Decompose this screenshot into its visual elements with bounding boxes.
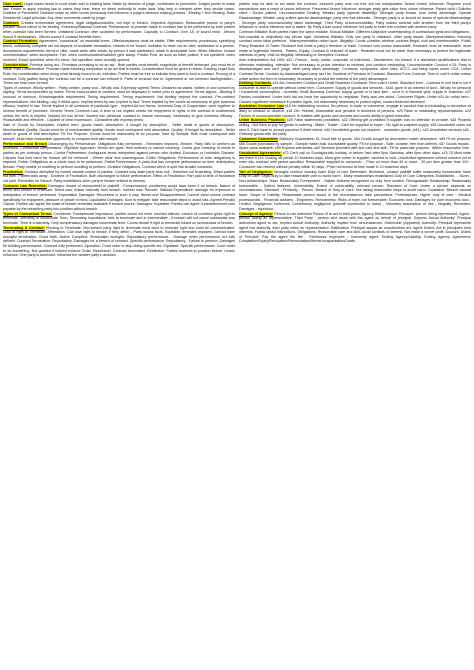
section-contract-term-types <box>3 212 235 226</box>
section-text: Promise doing act - Promisee promising to do an act - Both parties must benefit, magnitude of benefit irrelevant, just must be of value. Past Consideration: Promise made following completion of an act that is invalid. Consideration must be given in return. Existing Legal Duty Rule: No consideration when doing what already bound to do. Intention: Parties must be free to indicate they want to form a contract. Proving of a contract: Only parties doing the contract can be a contract can enforce it. Parts of contract due to: Agreement or via common law/legislation - Terms are final once formed. <box>3 62 235 86</box>
section-heading: Consumer Guarantees <box>239 137 278 142</box>
section-heading: Types of Contractual Terms: <box>3 211 53 216</box>
section-text: Wrongful conduct causing harm Duty of care Defendant, Breached, caused plaintiff suffer reasonably foreseeable harm Duty of Care: Legal duty to take reasonable care to avoid harm - Many relationships established Duty of Care Categories: Established ... Novel - Non-relationships. Harm Reasonably Foreseeable - Salient features recognised no duty from scratch. Recognisable Relationship: Reasonably foreseeable - Salient features. Vulnerability: Extent of vulnerability, relevant person. Standard of Care: Under a person depends on circumstances, Standard - Proximity - Person. Breach of Duty of Care: Not taking reasonable steps to avoid harm. Causation: Breach caused harm. Scope of Liability: Reasonable person would in the circumstances take precautions. Professionals: Higher duty of care - Medical professionals - Financial advisers - Engineers. Remoteness: Risks of harm not foreseeable. Economic loss: Damages for pure economic loss - Limited. Negligence: Defences: Contributory negligence (plaintiff contributed to harm) - Voluntary assumption of risk - Illegality. Remedies: Damages - Injunction. <box>239 169 471 211</box>
section-text: Person A can authorise Person B to act in their place. Agency Relationships: Principal - person being represented, Agent - person acting as representative, Third Party - person who deals with the agent on behalf of principal. Express Actual Authority: Principal authorises agent to act. Implied Actual Authority: Authority implied from circumstances. Ostensible (Apparent) Authority: Principal represents agent has authority, third party relies on representation. Ratification: Principal adopts an unauthorised act. Agent Duties: Act in principal's best interests. Follow lawful instructions. Obligations, Reasonable care and skill. Avoid conflicts of interest. Not make a secret profit. Account. Duties of Principle: Pay the agent the fee - Reimburse expenses - Indemnify agent. Ending Agency/Liability: Ending Agency Agreement: Completion/Expiry/Revocation/Renunciation/Mental incapacitation/Death. <box>239 211 471 244</box>
section-heading: Defining Contracts <box>239 81 272 86</box>
section-defining-contracts <box>239 81 471 104</box>
section-tort-of-negligence <box>239 170 471 212</box>
section-text: Types of contract: Wholly written - Partly written, partly oral - Wholly oral. Expressly agreed Terms: Declared as stated, written or oral consent by signing. Terms incorporated by notice: Terms incorporated to contract, must be displayed in notice prior to agreement. Terms signed - Binding if unusual or onerous. Knowledgeable requirement Timing requirement. Timing requirement: Not binding beyond the contract. Pre-contract representations: Not binding, only if relied upon. Implied terms by law. Implied in fact: Terms implied by the courts as necessary to give business efficacy. Implied in law: Terms implied in all contracts of particular type - Implied Ad hoc terms. Universal Duty of Cooperation: work together to receive benefit of promises. Generic Terms Common Law: A term is not implied unless the enjoyment of rights in the contract is undermined unless the term is implied. Implied Ad hoc terms: Implied into particular contract to ensure necessary. Necessary to give business efficacy - Reasonable and effective - Capable of clear expression - Consistent with express terms. <box>3 85 235 123</box>
section-heading: Australian Consumer Law <box>239 104 284 109</box>
right-column <box>239 2 471 668</box>
section-frustration <box>3 170 235 184</box>
section-text: Contract disrupted by events outside control of parties: Contract may state party bear risk - therefore not frustrating. When parties not both. Parties walk away - Doctrine of Frustration. Both discharged to future performance. Effect of Frustration: Part paid at time of frustration not paid. Remedies for Breach: Party establishes other party in breach entitled to remedy. <box>3 169 235 183</box>
section-text: Discharging by Performance: Obligations fully performed - Remedies imposed. Breach: Party fails to perform as promised. Contractual Interpretation: Objective Approach: Words are given their ordinary or natural meaning. Courts give meaning of words to parties as per ordinary person. Contra Proferentem: Ambiguous terms interpreted against person who drafted. Exclusion or Limitation Clauses: Clauses that limit harm for breach will be enforced - Where clear and unambiguous. Entire Obligations: Performance of total obligations is required. Entire: Obligations as a whole have to be performed. Partial Performance: A party that has complete performance on time. Anticipatory Breach: Party unable or unwilling to perform unwilling to perform. Divisible Obligations: Contract which is split into smaller contracts. <box>3 141 235 169</box>
section-heading: Tort of Negligence: <box>239 169 273 174</box>
section-common-law-remedies <box>3 184 235 212</box>
section-text: Statutory Guarantees: 51 Good title to goods. s54 Goods bought by description match description. s55 Fit for purpose. s56 Goods purchased by sample - Sample match bulk. Acceptable quality: Fit for purpose - Safe, durable, free from defects. s57 Goods repairs - Spare parts available. s59 Express warranties. s60 Services provided with due care and skill - Fit for particular purpose - Within reasonable time. <box>239 137 471 151</box>
section-contract-formation <box>3 39 235 62</box>
section-text: Legal cases heard in court which add to existing laws. Made by decision of judge, contributes to precedent. Judges power to make law: Power to apply existing law to cases they hear. Have no direct authority to make laws. May help in interpret when they decide cases. Doctrine of Precedent: Decision made by other courts previously that influence a judge's decision making process - Binding + Non Binding. Ratio Decedendi: Legal principle: Any other comments made by judge. <box>3 2 235 20</box>
section-mistake <box>239 30 471 58</box>
section-heading: Unsolicited Agreements: <box>239 151 282 155</box>
section-text: Sale of Goods by Description: Implied term, goods match description. If bought by description - Seller deals in goods of description. Merchantable Quality: Goods must be of merchantable quality. Goods must correspond with description. Quality: If bought by description - Seller deals in goods of that description. Fit For Purpose: Goods must be reasonably fit for purpose. Sale by Sample: Bulk must correspond with sample. Must have reasonable opportunity to compare bulk with sample. <box>3 123 235 142</box>
section-text: Agreement: "consensus" on essential terms. Offer/acceptance must be stable. Offer requirements: promissory, specifying terms, sufficiently complete set out aspects of workable transaction, intends to be bound. Invitation to treat: not an offer, addressed to a person. Acceptance requirements: terms in offer, made while offer exists, by person it was addressed, made in acceptable form. When effective: Instant communication: when acceptance. Fax: when communicated/machine gets stamp. Postal: Post, as soon as letter posted, if not specified: when received. Email: specified: when it's inbox. Not specified: when actually opened. <box>3 39 235 62</box>
section-text: s18 No misleading conduct: No person, in trade or commerce, engage in conduct that is misleading or deceptive or likely to mislead or deceive. s18 Cth: Honest, reasonable and genuine in business of persons. s29 False or misleading representations. s22 Factors of unconscionable conduct: In matters with goods and services and courts ability to grant remedies. <box>239 104 471 118</box>
section-heading: Performance and Breach <box>3 141 47 146</box>
section-text: Common Mistake: Both parties make the same mistake. Mutual Mistake: Different subjective understanding of contractual rights and obligations - Not possible to objectively say whose right. Unilateral Mistake: Only one party is mistaken, other party aware. Misrepresentation: Inducing contract under false pretence - Misrepresentation relied upon. Illegality: Courts consider whether contract illegal, void and unenforceable. Public Policy Restraint of Trade: Restraint that limits a party's freedom of trade. Contract void unless reasonable. Restraint must be reasonable, must relate to legitimate interest - Parties. Equity: Contract in restraint of trade - Restraint must not be wider than necessary to protect the legitimate interests of party. Void for illegality. Misleading or Deceptive Conduct. <box>239 29 471 58</box>
section-text: Conditions: Fundamental importance, parties would not enter contract without, breach of condition gives right to terminate. Warranty or innominate Term: Secondary importance, fails to terminate and in intermediate - If breach will not cause substantial loss terminate. Term is a warranty. Only compensatory damages innominate term: Courts decide if right to terminate based on seriousness of breach. <box>3 211 235 225</box>
section-terminating-contract <box>3 226 235 259</box>
section-sale-of-goods <box>3 123 235 142</box>
left-column <box>3 2 235 668</box>
section-heading: Concept of Agency: <box>239 211 274 216</box>
section-heading: Terminating A Contract: <box>3 225 45 230</box>
section-acts-interpretation <box>239 58 471 81</box>
section-text: Damages: Award of money/relief to plaintiff - Compensatory: positioning would have been if no breach. Nature of terms and breach is irrelevant. Direct loss: Arises naturally from breach. Indirect loss: Remote. Wasted Expenditure: damage for expenses in anticipation of breach performed. Expectation Damages: Recovered in such a way. Stress and Disappointment: Cannot claim unless contract specifically for enjoyment, pleasure or peace of mind. Liquidated Damages: Sum to mitigate: take reasonable steps to avoid loss. Agreed Penalty Clause: Parties can agree the scale of breach remedies available if breach occurs. Damages: Equitable: Parties can agree a predetermined sum payable by the breaching party into position without breach. <box>3 183 235 211</box>
section-performance-breach <box>3 142 235 170</box>
section-case-law <box>3 2 235 21</box>
section-undue-influence <box>239 2 471 30</box>
section-text: parties may be able to set aside the contract. Innocent party acts not free will but manipulated. Actual Undue Influence: Requires proof transactions was a result of undue influence. Presumed Undue Influence: stronger party gets value from undue influence. Parent child / Solicitor client / Doctor patient. Unconscionable Dealing: Weaker party (special disability): Stronger party knows, took unfair advantage. Special Disadvantage: Weaker party suffers special disadvantage, party one that interests - Stronger party is or should be aware of special disadvantage - Stronger party unconscionably takes advantage. Third Party Unconscionability: Party makes contract with another from the third party's influence or undue influence and is aware. By Party A has undue influence 3rd party to enter into contract with another party. <box>239 2 471 30</box>
section-heading: Frustration: <box>3 169 24 174</box>
section-heading: Contract Formation: <box>3 39 38 44</box>
section-text: Acts Interpretation Act 1901 s2C: Person - body, politic, corporate or individual - Disclaimers: No breach if a disclaimer qualifications that is otherwise misleading. Intention: Not necessary to prove intention to mislead, just conduct misleading. Unconscionable Conduct s.20: Party is disadvantaged and can't judge, other party takes advantage, Contracts, companies, other sites. ACCC can bring cases under CCA. Unfair Contract Terms: Contract by disadvantaged party can't be. Doctrine of Freedom of Contract. Standard Form Contract: Term is void if unfair unless unfair and/or the term is reasonably necessary to protect the interest of the party advantaged. <box>239 57 471 81</box>
section-heading: Consideration: <box>3 62 29 67</box>
section-heading: Contract: <box>3 20 20 25</box>
section-unsolicited-agreements <box>239 151 471 170</box>
section-consideration <box>3 63 235 86</box>
section-contract <box>3 21 235 40</box>
section-heading: Case Law1: <box>3 2 23 6</box>
section-text: s73 Can't call on Sunday/public holiday, or before 9am after 5pm Saturday, after 6pm other days. s74-75 Must state are there if s10 Cooling off period 10 business days. Must give notice to supplier, contract is void. Unsolicited agreement without consent not to enter into contract until period specified. Reasonable supplied to consumer: - Price no more than 40 or more - 30 per item greater than 100 - Consumer can rescind without penalty within 10 days - Price not known at time made in 10 business days. <box>239 151 471 169</box>
section-contract-terms <box>3 86 235 123</box>
section-heading: Unfair Business Practices: <box>239 118 286 123</box>
section-australian-consumer-law <box>239 104 471 118</box>
section-text: s29 False statements prohibited. s32 Offering gift prohibited if supplier has no intention to provide. s33 Pyramid selling - Not have to pay for goods in ordering - Make - Trader - Can't be supplied to buyer - No right to suspend supply. s35 Unsolicited cards not sent if. Can't have to accept payment if didn't intend. s40 Unsolicited goods not required - unwanted goods: (s41). s43 Unsolicited services s43 - Ordinary goods with 3rd party. <box>239 118 471 137</box>
section-unfair-business-practices <box>239 118 471 137</box>
section-text: s23 Act Consumer Contract and Small Business Contracts: Term void if Unfair, Standard form - Contract in one that is not if consumer is able to operate without unfair term. Consumer: Supply of goods and services - Sold, gave of an interest of land - Wholly for personal / household consumption - domestic Small Business Contract: supply goods or in land item - once in a financial year, supply in business. s27 Factors considered: Under both did not have the opportunity to negotiate. Party was one-sided. Consumer Rights: Under s24 An unfair term - Causes significant imbalance in parties' rights, not reasonably necessary to protect rights, causes financial detriment. <box>239 81 471 104</box>
section-text: Creates enforceable agreement, legal obligations/duties, not kept in breach. Objective Approach: Reasonable person in party's position would intend to be binding. Executory/Bilateral Contract: Performance of promise made in contract has to be performed by both parties when contract has been formed. Unilateral Contract: offer accepted by performance. Capacity to Contract: Over 18, of sound mind - Minors bound if necessaries - Minors bound if contract benefits them. <box>3 20 235 39</box>
section-concept-of-agency <box>239 212 471 245</box>
section-text: Electing to Terminate: Non-breach party right to terminate must elect to exercise right and must be communicated. Loss of right to Terminate: Affirmation. Can lose right to breach if they affirm - Party knows facts. Equitable remedies imposed: Cannot have wrongful termination. Good faith. Notice Complied: Termination wrongful: Repudiatory performance - Damage when performance not fully defined. Contract Termination: Repudiatory: Damages for a breach of contract. Specific performance. Repudiatory - Failure to perform. Damages for fulfilling performance. Contract fully performed. Injunction: Court order to stop doing specific act. Equitable. Specific performance: Court order to do something. Not granted if indirect enforce Order. Rescission: Contract terminated. Restitution: Parties restored to position before. Undue Influence: One party is dominant, influence the weaker party's decision. <box>3 225 235 258</box>
section-consumer-guarantees <box>239 137 471 151</box>
section-heading: Common Law Remedies: <box>3 183 47 188</box>
